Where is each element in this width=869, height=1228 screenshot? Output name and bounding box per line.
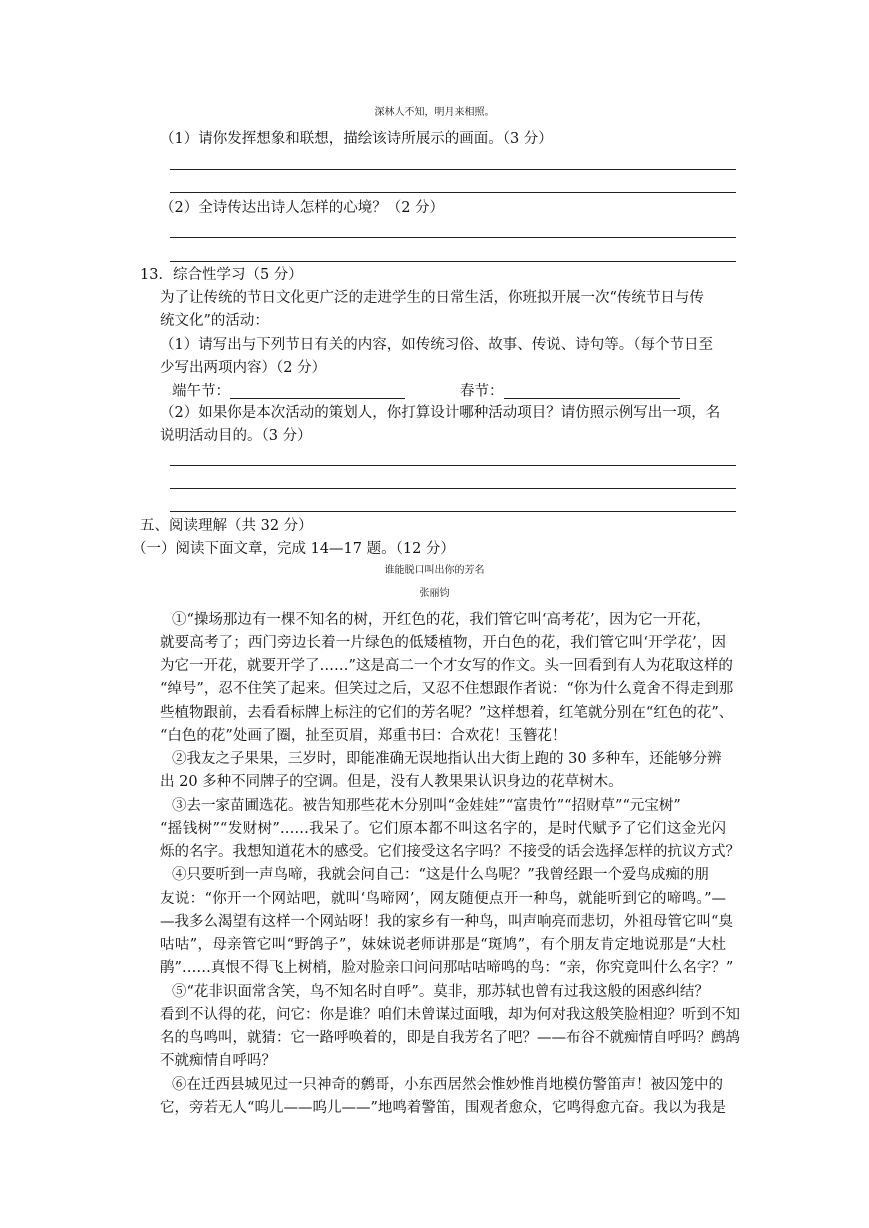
section5-title: 五、阅读理解（共 32 分） [140, 518, 313, 534]
duanwu-row [172, 382, 405, 399]
q12-sub2: （2）全诗传达出诗人怎样的心境？（2 分） [160, 200, 445, 216]
q13-sub2-1: （2）如果你是本次活动的策划人，你打算设计哪种活动项目？请仿照示例写出一项，名 [160, 405, 721, 421]
q13-title: 13．综合性学习（5 分） [140, 267, 303, 283]
article-author: 张丽钧 [419, 588, 450, 599]
article-line: 不就痴情自呼吗？ [160, 1053, 276, 1069]
article-line: “摇钱树”“发财树”……我呆了。它们原本都不叫这名字的，是时代赋予了它们这金光闪 [160, 821, 726, 837]
article-line: 看到不认得的花，问它：你是谁？咱们未曾谋过面哦，却为何对我这般笑脸相迎？听到不知 [160, 1007, 740, 1023]
chunjie-row [460, 382, 680, 399]
article-line: 烁的名字。我想知道花木的感受。它们接受这名字吗？不接受的话会选择怎样的抗议方式？ [160, 844, 740, 860]
article-line: 名的鸟鸣叫，就猜：它一路呼唤着的，即是自我芳名了吧？——布谷不就痴情自呼吗？鹧鸪 [160, 1030, 740, 1046]
chunjie-answer-blank[interactable] [504, 382, 680, 399]
answer-line[interactable] [170, 488, 736, 489]
article-line: 些植物跟前，去看看标牌上标注的它们的芳名呢？”这样想着，红笔就分别在“红色的花”、 [160, 705, 734, 721]
article-line: 鹃”……真恨不得飞上树梢，脸对脸亲口问问那咕咕啼鸣的鸟：“亲，你究竟叫什么名字？” [160, 960, 734, 976]
answer-line[interactable] [170, 261, 736, 262]
article-line: 咕咕”，母亲管它叫“野鸽子”，妹妹说老师讲那是“斑鸠”，有个朋友肯定地说那是“大杜 [160, 937, 726, 953]
article-line: —我多么渴望有这样一个网站呀！我的家乡有一种鸟，叫声响亮而悲切，外祖母管它叫“臭 [160, 914, 733, 930]
article-title: 谁能脱口叫出你的芳名 [384, 565, 485, 576]
duanwu-answer-blank[interactable] [230, 382, 405, 399]
q13-intro-2: 统文化”的活动： [160, 313, 269, 329]
article-line: 出 20 多种不同牌子的空调。但是，没有人教果果认识身边的花草树木。 [160, 774, 623, 790]
q13-intro-1: 为了让传统的节日文化更广泛的走进学生的日常生活，你班拟开展一次“传统节日与传 [160, 290, 704, 306]
article-line: “白色的花”处画了圈，扯至页眉，郑重书曰：合欢花！玉簪花！ [160, 728, 567, 744]
q13-sub1-1: （1）请写出与下列节日有关的内容，如传统习俗、故事、传说、诗句等。（每个节日至 [160, 337, 713, 353]
duanwu-label: 端午节： [172, 383, 230, 400]
q12-sub1: （1）请你发挥想象和联想，描绘该诗所展示的画面。（3 分） [160, 131, 553, 147]
answer-line[interactable] [170, 465, 736, 466]
poem-last-line: 深林人不知，明月来相照。 [374, 107, 495, 118]
chunjie-label: 春节： [460, 383, 504, 400]
q13-sub2-2: 说明活动目的。（3 分） [160, 428, 312, 444]
article-line: “绰号”，忍不住笑了起来。但笑过之后，又忍不住想跟作者说：“你为什么竟舍不得走到那 [160, 681, 734, 697]
article-line: ⑥在迁西县城见过一只神奇的鹩哥，小东西居然会惟妙惟肖地模仿警笛声！被囚笼中的 [172, 1077, 723, 1093]
section5-part1: （一）阅读下面文章，完成 14—17 题。（12 分） [132, 541, 455, 557]
article-line: 它，旁若无人“呜儿——呜儿——”地鸣着警笛，围观者愈众，它鸣得愈亢奋。我以为我是 [160, 1100, 726, 1116]
answer-line[interactable] [170, 192, 736, 193]
q13-sub1-2: 少写出两项内容）（2 分） [160, 360, 327, 376]
article-line: 就要高考了；西门旁边长着一片绿色的低矮植物，开白色的花，我们管它叫‘开学花’，因 [160, 635, 726, 651]
article-line: ③去一家苗圃选花。被告知那些花木分别叫“金娃娃”“富贵竹”“招财草”“元宝树” [172, 798, 681, 814]
answer-line[interactable] [170, 511, 736, 512]
article-line: ⑤“花非识面常含笑，鸟不知名时自呼”。莫非，那苏轼也曾有过我这般的困惑纠结？ [172, 984, 709, 1000]
answer-line[interactable] [170, 169, 736, 170]
answer-line[interactable] [170, 237, 736, 238]
article-line: 友说：“你开一个网站吧，就叫‘鸟啼网’，网友随便点开一种鸟，就能听到它的啼鸣。”— [160, 891, 726, 907]
article-line: ②我友之子果果，三岁时，即能准确无误地指认出大街上跑的 30 多种车，还能够分辨 [172, 751, 722, 767]
article-line: ①“操场那边有一棵不知名的树，开红色的花，我们管它叫‘高考花’，因为它一开花， [172, 612, 711, 628]
article-line: 为它一开花，就要开学了……”这是高二一个才女写的作文。头一回看到有人为花取这样的 [160, 658, 733, 674]
article-line: ④只要听到一声鸟啼，我就会问自己：“这是什么鸟呢？”我曾经跟一个爱鸟成痴的朋 [172, 867, 709, 883]
